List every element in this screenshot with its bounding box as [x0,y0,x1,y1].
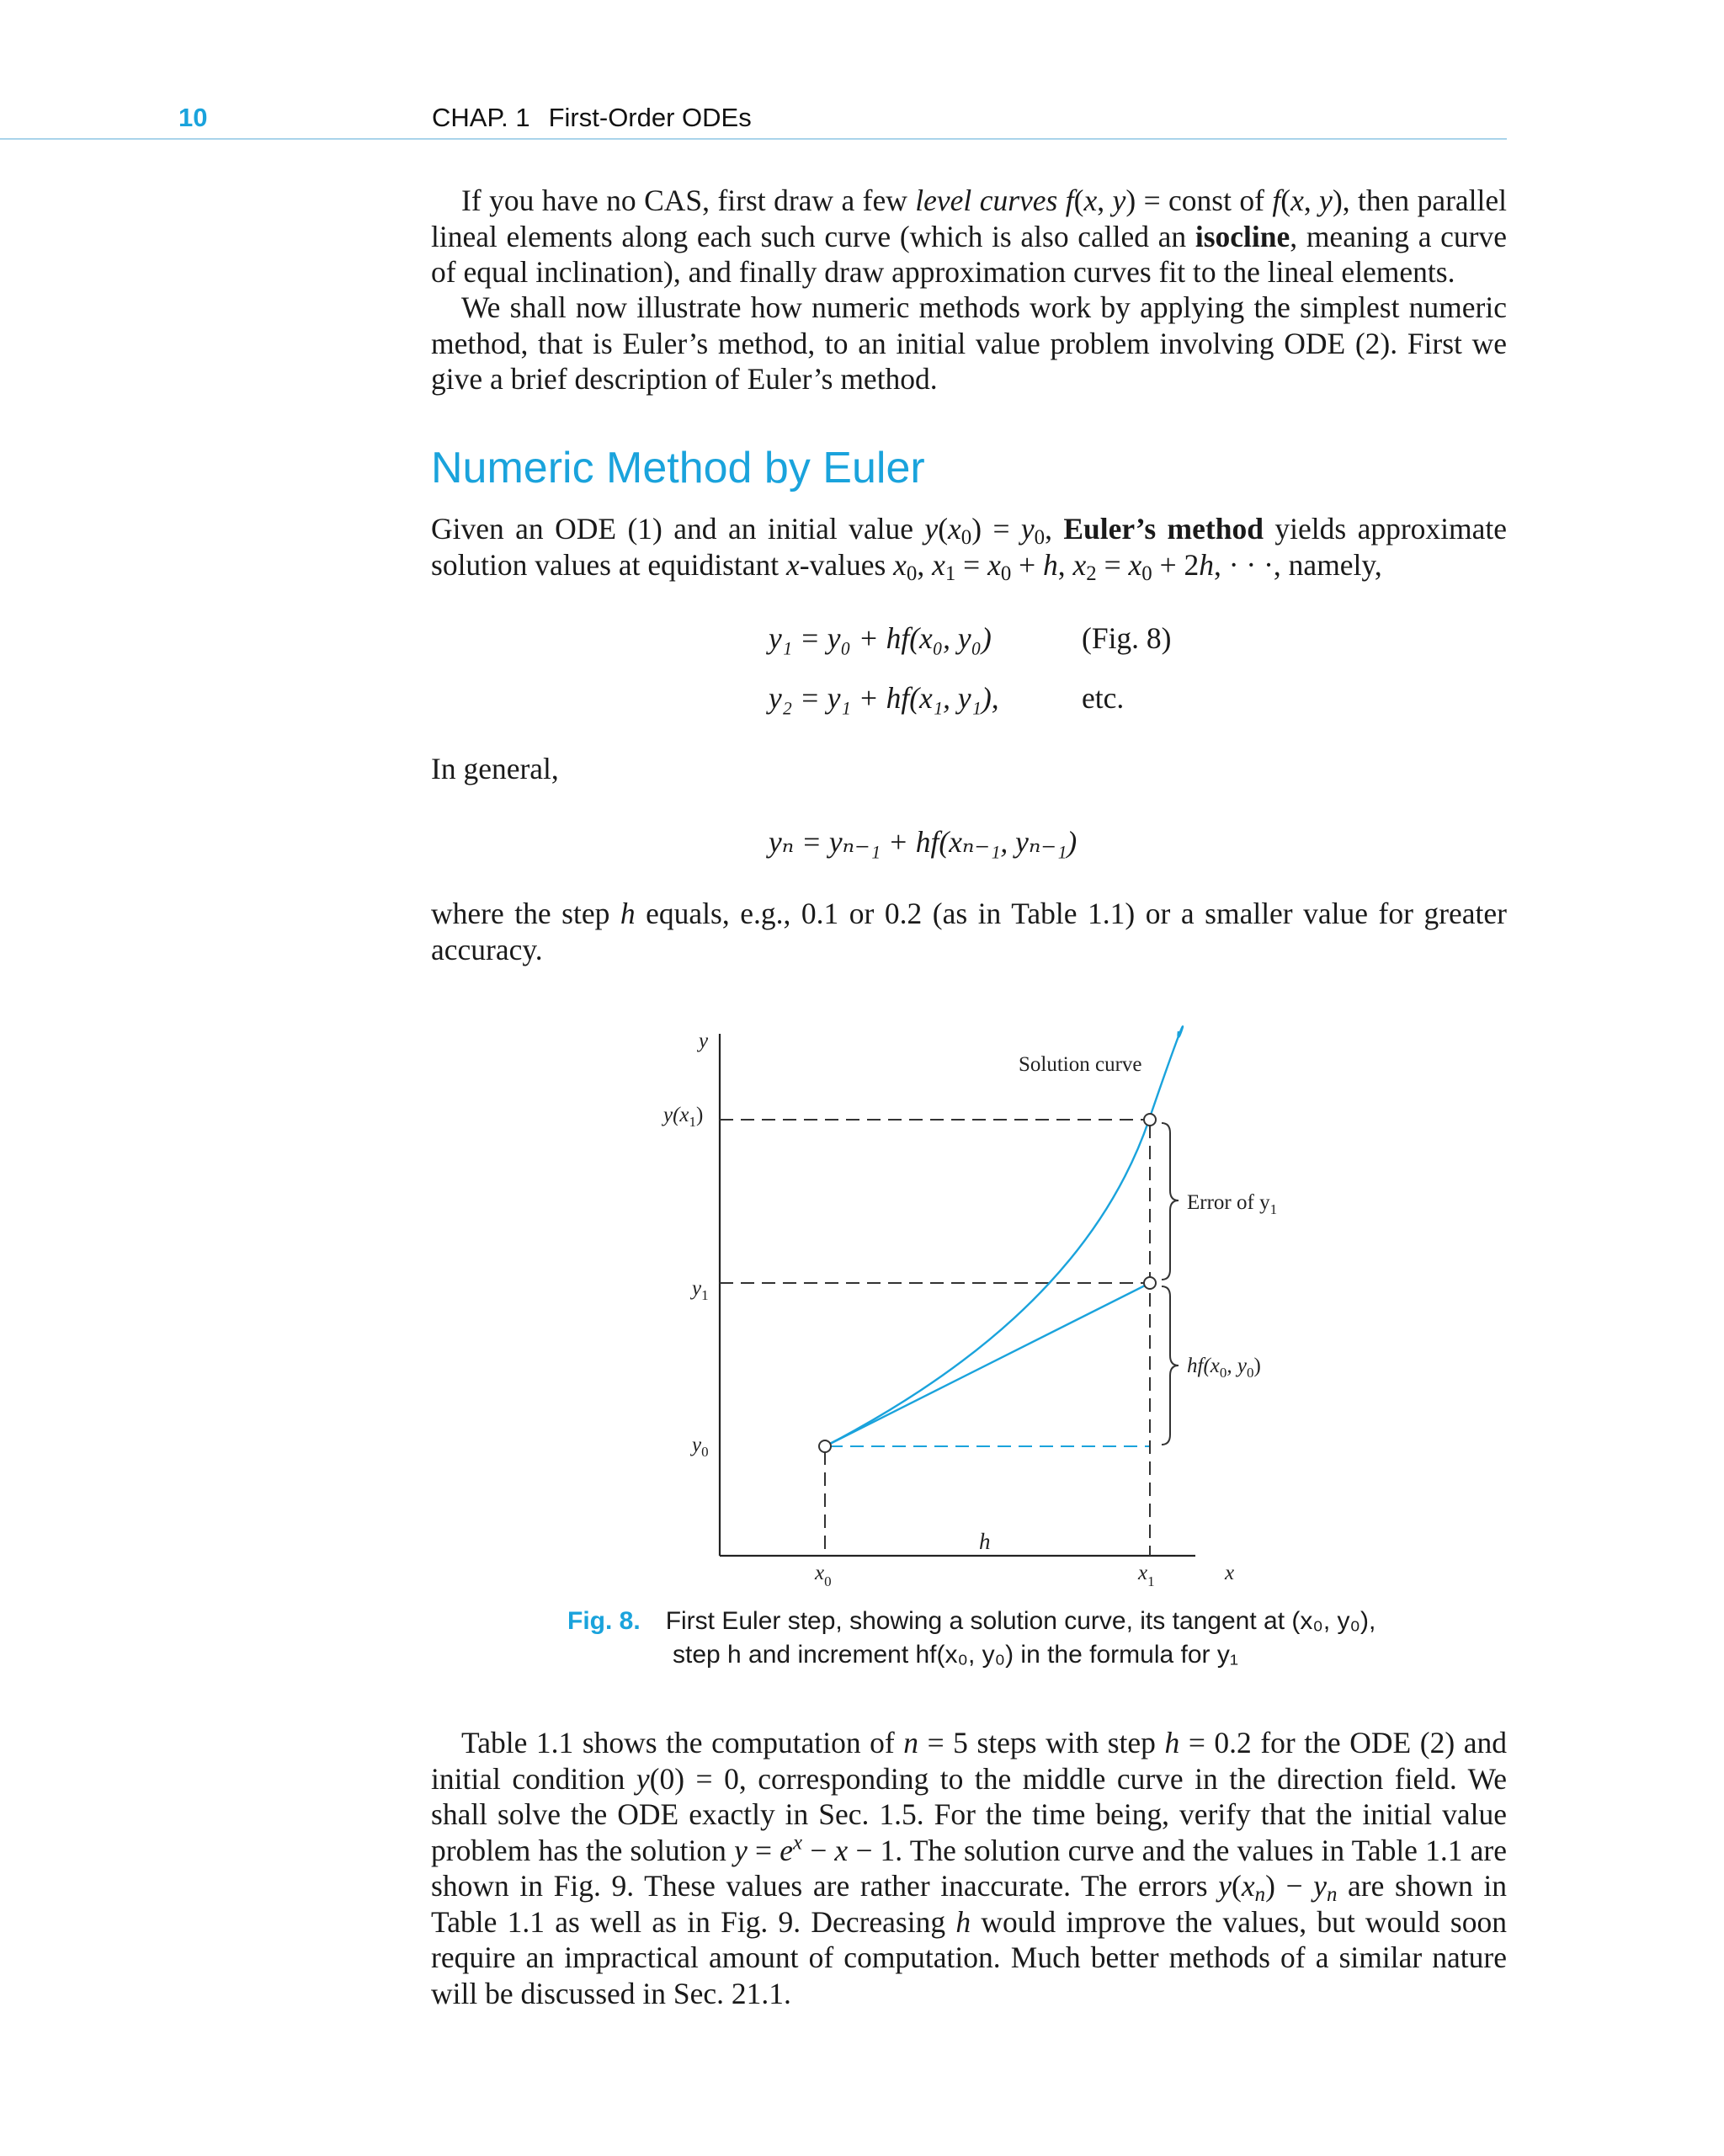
paragraph-isocline: If you have no CAS, first draw a few level curves f(x, y) = const of f(x, y), then parallel lineal elements along each such curve (which is also called an isocline, meaning a curve of equal inclination), and finally draw approximation curves fit to the lineal elements. [431,184,1508,289]
in-general-label: In general, [431,752,559,785]
section-title: Numeric Method by Euler [431,444,925,492]
equation-y1-tag: (Fig. 8) [1082,621,1172,655]
hf-brace [1162,1286,1179,1445]
y1-label: $y_1$ [692,1277,709,1303]
solution-curve [825,1026,1183,1446]
equation-y1: y₁ = y₀ + hf(x₀, y₀) [769,621,992,655]
equation-general: yₙ = yₙ₋₁ + hf(xₙ₋₁, yₙ₋₁) [769,825,1078,859]
paragraph-table-discussion: Table 1.1 shows the computation of n = 5 steps with step h = 0.2 for the ODE (2) and initial condition y(0) = 0, corresponding to the middle curve in the direction field. We shall solve the ODE exactly in Sec. 1.5. For the time being, verify that the initial value problem has the solution $y = e^x - x - 1$. The solution curve and the values in Table 1.1 are shown in Fig. 9. These values are rather inaccurate. The errors $y(x_n) - y_n$ are shown in Table 1.1 as well as in Fig. 9. Decreasing h would improve the values, but would soon require an impractical amount of computation. Much better methods of a similar nature will be discussed in Sec. 21.1. [431,1726,1508,2010]
tangent-line [825,1283,1150,1446]
paragraph-step-size: where the step h equals, e.g., 0.1 or 0.2 (as in Table 1.1) or a smaller value for greater accuracy. [431,897,1508,966]
y0-label: $y_0$ [692,1434,709,1460]
equation-y2-tag: etc. [1082,681,1125,715]
paragraph-intro-euler: We shall now illustrate how numeric methods work by applying the simplest numeric method, that is Euler’s method, to an initial value problem involving ODE (2). First we give a brief description of Euler’s method. [431,290,1507,396]
error-brace [1162,1123,1179,1280]
caption-line-2: step h and increment hf(x₀, y₀) in the formula for y₁ [673,1641,1238,1669]
x1-label: $x_1$ [1138,1562,1155,1589]
chapter-number: CHAP. 1 [432,103,530,132]
page-number: 10 [178,103,208,132]
figure-caption [567,1605,1375,1672]
figure-label: Fig. 8. [567,1607,641,1635]
point-x1-y1 [1144,1277,1156,1289]
y-axis-label: y [699,1030,709,1052]
chapter-title: First-Order ODEs [548,103,752,132]
solution-curve-label: Solution curve [1019,1053,1142,1076]
x0-label: $x_0$ [815,1562,832,1589]
caption-line-1: First Euler step, showing a solution curve, its tangent at (x₀, y₀), [665,1607,1376,1635]
paragraph-euler-definition: Given an ODE (1) and an initial value $y(x_0) = y_0$, Euler’s method yields approximate solution values at equidistant x-values $x_0$, $x_1 = x_0 + h$, $x_2 = x_0 + 2h$, · · ·, namely, [431,512,1508,585]
h-label: h [979,1529,991,1554]
point-x0-y0 [819,1440,831,1452]
x-axis-label: x [1225,1562,1235,1584]
hf-label: $hf(x_0$, $y_0$) [1187,1355,1261,1381]
error-label: Error of $y_1$ [1187,1191,1278,1217]
equation-y2: y₂ = y₁ + hf(x₁, y₁), [769,681,999,715]
point-x1-yx1 [1144,1114,1156,1126]
y-x1-label: $y(x_1)$ [663,1104,704,1130]
